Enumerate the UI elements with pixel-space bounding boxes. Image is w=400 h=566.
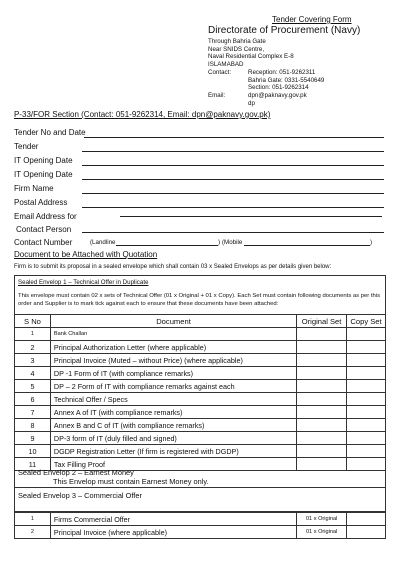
- email-wrap: dp: [248, 99, 255, 107]
- row-original-checkbox[interactable]: [297, 406, 347, 419]
- row-sno: 2: [15, 526, 51, 539]
- table-header-row: [15, 315, 386, 328]
- envelope-3-box: [14, 488, 386, 512]
- landline-input-line[interactable]: [116, 245, 218, 246]
- envelope-2-title: Sealed Envelop 2 – Earnest Money: [18, 468, 134, 477]
- header-copy-set: Copy Set: [347, 315, 386, 328]
- table-row: [15, 393, 386, 406]
- row-copy-checkbox[interactable]: [347, 419, 386, 432]
- row-sno: 3: [15, 354, 51, 367]
- documents-table: [14, 314, 386, 471]
- field-line-email[interactable]: [120, 216, 382, 217]
- row-original-checkbox[interactable]: [297, 328, 347, 341]
- address-line: Near SNIDS Centre,: [208, 45, 265, 53]
- row-original-checkbox[interactable]: [297, 380, 347, 393]
- row-quantity: 01 x Original: [297, 513, 347, 526]
- field-label-tender-no: Tender No and Date: [14, 128, 86, 137]
- email-value: dpn@paknavy.gov.pk: [248, 92, 307, 99]
- field-label-contact-number: Contact Number: [14, 238, 73, 247]
- address-line: ISLAMABAD: [208, 60, 244, 68]
- field-label-it-opening-date: IT Opening Date: [14, 156, 73, 165]
- row-copy-cell: [347, 526, 386, 539]
- contact-bahria-gate: Bahria Gate: 0331-5540649: [248, 76, 325, 84]
- field-line-postal-address[interactable]: [82, 207, 384, 208]
- commercial-table: [14, 512, 386, 539]
- row-sno: 6: [15, 393, 51, 406]
- field-line-it-opening-date[interactable]: [82, 165, 384, 166]
- address-line: Through Bahria Gate: [208, 38, 266, 45]
- envelope-3-title: Sealed Envelop 3 – Commercial Offer: [18, 491, 142, 500]
- directorate-title: Directorate of Procurement (Navy): [208, 25, 361, 36]
- row-original-checkbox[interactable]: [297, 445, 347, 458]
- row-document: Bank Challan: [50, 328, 296, 341]
- field-label-tender: Tender: [14, 142, 39, 151]
- envelope-2-note: This Envelop must contain Earnest Money only.: [53, 477, 209, 486]
- row-copy-cell: [347, 513, 386, 526]
- table-row: [15, 367, 386, 380]
- address-block: [208, 38, 294, 68]
- row-original-checkbox[interactable]: [297, 393, 347, 406]
- field-line-firm-name[interactable]: [82, 193, 384, 194]
- envelope-1-note: This envelope must contain 02 x sets of Technical Offer (01 x Original + 01 x Copy). Each Set must contain following documents as per this order and Supplier is to mark tick against each to ensure that these documents have been attached:: [18, 293, 381, 307]
- row-copy-checkbox[interactable]: [347, 380, 386, 393]
- contact-section: Section: 051-9262314: [248, 84, 309, 92]
- contact-numbers: [248, 69, 324, 92]
- envelope-1-title: Sealed Envelop 1 – Technical Offer in Duplicate: [18, 279, 149, 286]
- row-document: Technical Offer / Specs: [50, 393, 296, 406]
- row-copy-checkbox[interactable]: [347, 445, 386, 458]
- row-original-checkbox[interactable]: [297, 419, 347, 432]
- table-row: [15, 341, 386, 354]
- mobile-label: (Mobile: [222, 239, 243, 246]
- field-line-tender[interactable]: [82, 151, 384, 152]
- field-label-email: Email Address for: [14, 212, 77, 221]
- email-label: Email:: [208, 92, 226, 99]
- row-document: DP – 2 Form of IT with compliance remarks against each: [50, 380, 296, 393]
- field-label-postal-address: Postal Address: [14, 198, 68, 207]
- table-row: [15, 328, 386, 341]
- table-row: [15, 526, 386, 539]
- table-row: [15, 432, 386, 445]
- row-copy-checkbox[interactable]: [347, 341, 386, 354]
- table-row: [15, 380, 386, 393]
- field-line-it-opening-date-2[interactable]: [82, 179, 384, 180]
- row-document: Principal Invoice (Muted – without Price) (where applicable): [50, 354, 296, 367]
- address-line: Naval Residential Complex E-8: [208, 53, 294, 60]
- row-copy-checkbox[interactable]: [347, 406, 386, 419]
- row-copy-checkbox[interactable]: [347, 354, 386, 367]
- table-row: [15, 354, 386, 367]
- landline-close-paren: ): [218, 239, 221, 246]
- field-label-contact-person: Contact Person: [16, 225, 72, 234]
- table-row: [15, 513, 386, 526]
- row-sno: 7: [15, 406, 51, 419]
- documents-heading: Document to be Attached with Quotation: [14, 250, 158, 259]
- row-document: DP -1 Form of IT (with compliance remarks): [50, 367, 296, 380]
- field-line-tender-no[interactable]: [84, 137, 384, 138]
- contact-reception: Reception: 051-9262311: [248, 69, 316, 76]
- field-label-it-opening-date-2: IT Opening Date: [14, 170, 73, 179]
- row-sno: 9: [15, 432, 51, 445]
- landline-label: (Landline: [90, 239, 116, 246]
- header-document: Document: [50, 315, 296, 328]
- field-label-firm-name: Firm Name: [14, 184, 54, 193]
- field-line-contact-person[interactable]: [82, 232, 384, 233]
- row-sno: 1: [15, 513, 51, 526]
- table-row: [15, 406, 386, 419]
- row-sno: 11: [15, 458, 51, 471]
- row-document: Principal Authorization Letter (where applicable): [50, 341, 296, 354]
- row-copy-checkbox[interactable]: [347, 393, 386, 406]
- envelope-1-box: [14, 275, 386, 315]
- row-document: DGDP Registration Letter (If firm is registered with DGDP): [50, 445, 296, 458]
- instruction-text: Firm is to submit its proposal in a sealed envelope which shall contain 03 x Sealed Envelops as per details given below:: [14, 264, 332, 270]
- row-copy-checkbox[interactable]: [347, 367, 386, 380]
- row-document: DP-3 form of IT (duly filled and signed): [50, 432, 296, 445]
- row-original-checkbox[interactable]: [297, 367, 347, 380]
- row-sno: 1: [15, 328, 51, 341]
- form-title: Tender Covering Form: [272, 15, 352, 24]
- row-document: Annex A of IT (with compliance remarks): [50, 406, 296, 419]
- row-sno: 8: [15, 419, 51, 432]
- row-sno: 4: [15, 367, 51, 380]
- row-sno: 10: [15, 445, 51, 458]
- section-contact-line: P-33/FOR Section (Contact: 051-9262314, Email: dpn@paknavy.gov.pk): [14, 110, 271, 119]
- table-row: [15, 445, 386, 458]
- row-document: Annex B and C of IT (with compliance remarks): [50, 419, 296, 432]
- contact-label: Contact:: [208, 69, 232, 76]
- row-sno: 2: [15, 341, 51, 354]
- row-copy-checkbox[interactable]: [347, 432, 386, 445]
- table-row: [15, 419, 386, 432]
- envelope-2-box: [14, 466, 386, 488]
- mobile-input-line[interactable]: [244, 245, 370, 246]
- row-original-checkbox[interactable]: [297, 354, 347, 367]
- row-document: Tax Filling Proof: [50, 458, 296, 471]
- row-original-checkbox[interactable]: [297, 341, 347, 354]
- header-original-set: Original Set: [297, 315, 347, 328]
- header-sno: S No: [15, 315, 51, 328]
- row-document: Principal Invoice (where applicable): [50, 526, 296, 539]
- row-copy-checkbox[interactable]: [347, 328, 386, 341]
- row-original-checkbox[interactable]: [297, 432, 347, 445]
- email-block: [248, 92, 307, 107]
- row-document: Firms Commercial Offer: [50, 513, 296, 526]
- row-quantity: 01 x Original: [297, 526, 347, 539]
- row-sno: 5: [15, 380, 51, 393]
- mobile-close-paren: ): [370, 239, 373, 246]
